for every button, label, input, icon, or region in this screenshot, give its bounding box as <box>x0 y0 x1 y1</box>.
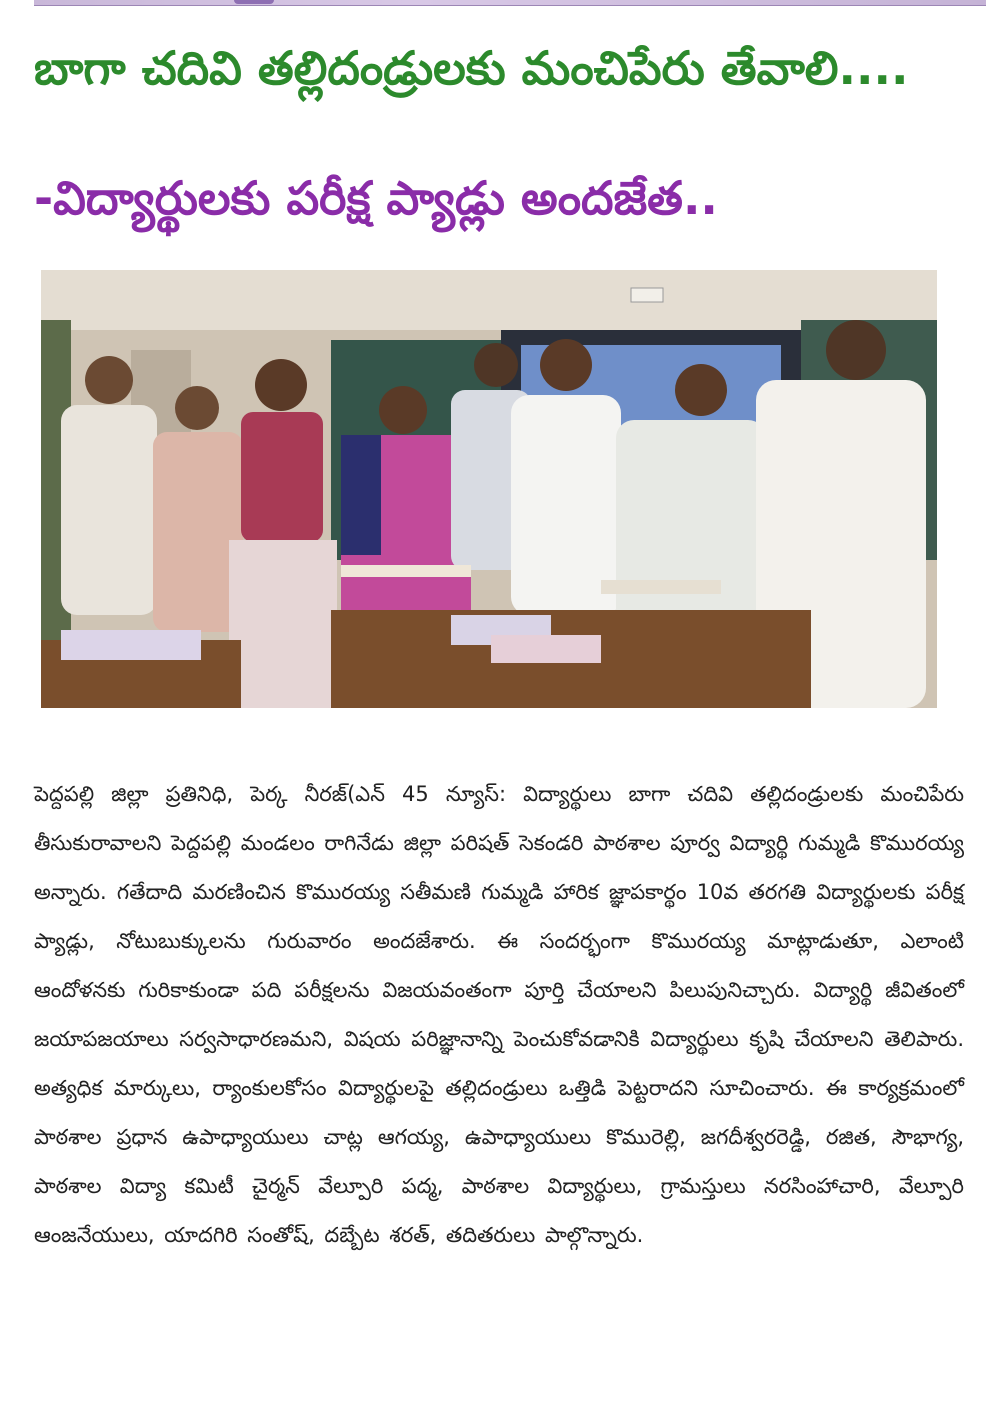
subheadline: -విద్యార్థులకు పరీక్ష ప్యాడ్లు అందజేత.. <box>34 171 718 225</box>
news-photo <box>41 270 937 708</box>
photo-image <box>41 270 937 708</box>
article-body: పెద్దపల్లి జిల్లా ప్రతినిధి, పెర్క నీరజ్(ఎన్ 45 న్యూస్: విద్యార్థులు బాగా చదివి తల్లిదండ్రులకు మంచిపేరు తీసుకురావాలని పెద్దపల్లి మండలం రాగినేడు జిల్లా పరిషత్ సెకండరి పాఠశాల పూర్వ విద్యార్థి గుమ్మడి కొమురయ్య అన్నారు. గతేదాది మరణించిన కొమురయ్య సతీమణి గుమ్మడి హారిక జ్ఞాపకార్థం 10వ తరగతి విద్యార్థులకు పరీక్ష ప్యాడ్లు, నోటుబుక్కులను గురువారం అందజేశారు. ఈ సందర్భంగా కొమురయ్య మాట్లాడుతూ, ఎలాంటి ఆందోళనకు గురికాకుండా పది పరీక్షలను విజయవంతంగా పూర్తి చేయాలని పిలుపునిచ్చారు. విద్యార్థి జీవితంలో జయాపజయాలు సర్వసాధారణమని, విషయ పరిజ్ఞానాన్ని పెంచుకోవడానికి విద్యార్థులు కృషి చేయాలని తెలిపారు. అత్యధిక మార్కులు, ర్యాంకులకోసం విద్యార్థులపై తల్లిదండ్రులు ఒత్తిడి పెట్టరాదని సూచించారు. ఈ కార్యక్రమంలో పాఠశాల ప్రధాన ఉపాధ్యాయులు చాట్ల ఆగయ్య, ఉపాధ్యాయులు కొమురెల్లి, జగదీశ్వరరెడ్డి, రజిత, సౌభాగ్య, పాఠశాల విద్యా కమిటీ చైర్మన్ వేల్పూరి పద్మ, పాఠశాల విద్యార్థులు, గ్రామస్తులు నరసింహాచారి, వేల్పూరి ఆంజనేయులు, యాదగిరి సంతోష్, దబ్బేట శరత్, తదితరులు పాల్గొన్నారు. <box>34 782 964 1247</box>
top-border-rule <box>34 0 986 6</box>
headline: బాగా చదివి తల్లిదండ్రులకు మంచిపేరు తేవాలి.... <box>34 41 909 95</box>
top-border-accent <box>234 0 274 4</box>
